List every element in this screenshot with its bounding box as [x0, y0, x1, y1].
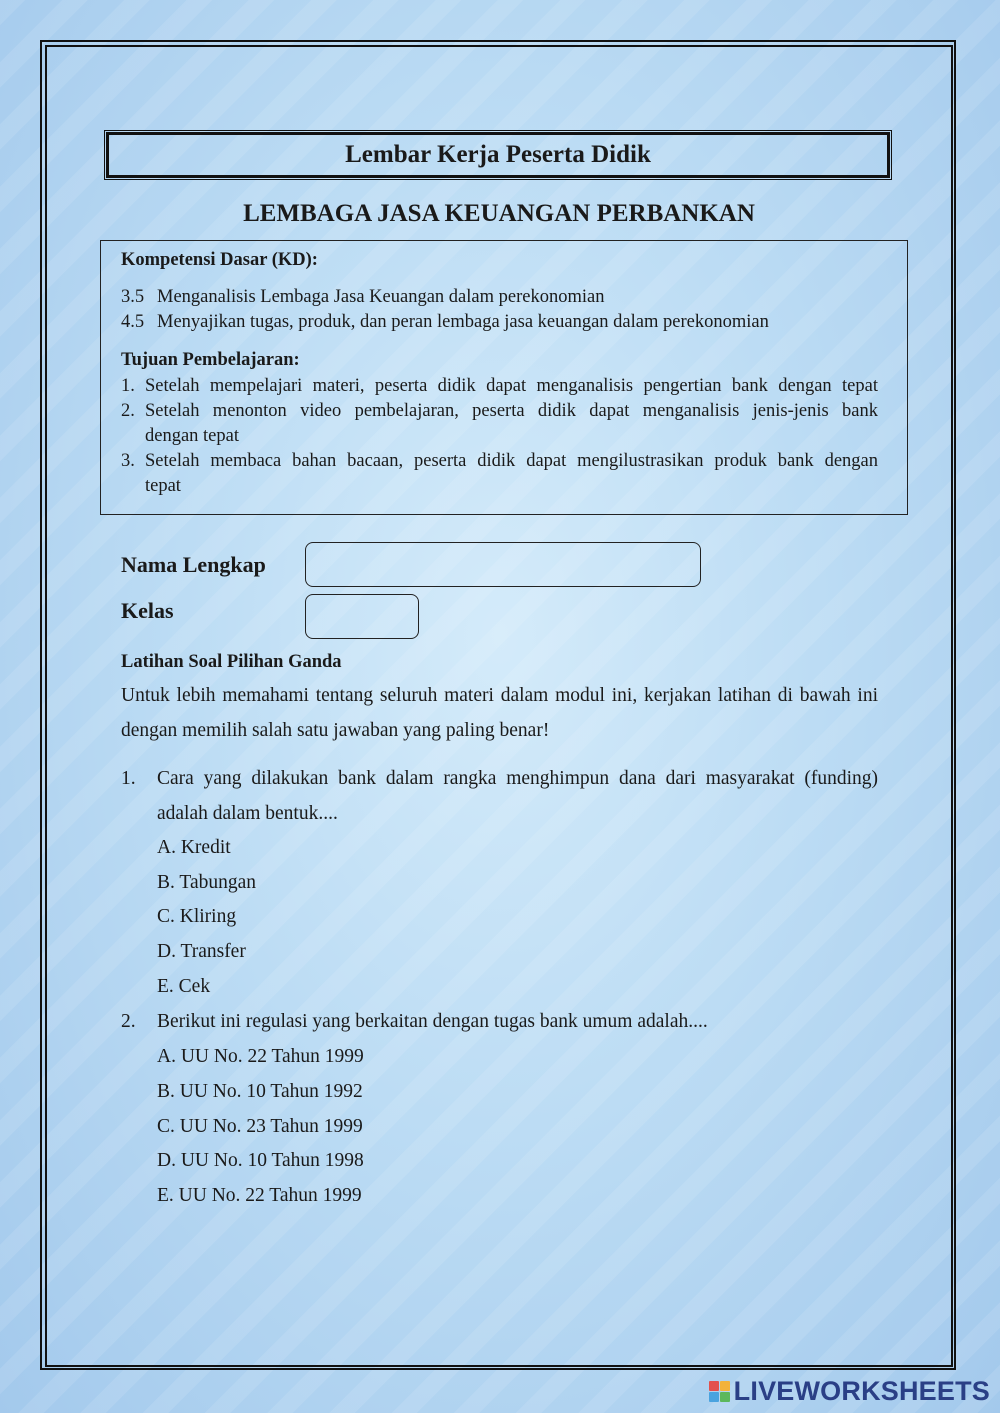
- exercise-intro-cont: dengan memilih salah satu jawaban yang paling benar!: [121, 720, 550, 741]
- kd-item-text: Menyajikan tugas, produk, dan peran lembaga jasa keuangan dalam perekonomian: [157, 312, 769, 332]
- option-d[interactable]: D. Transfer: [157, 941, 246, 962]
- worksheet-header: Lembar Kerja Peserta Didik: [345, 141, 651, 168]
- logo-square: [720, 1392, 730, 1402]
- kd-heading: Kompetensi Dasar (KD):: [121, 250, 318, 270]
- exercise-intro: Untuk lebih memahami tentang seluruh materi dalam modul ini, kerjakan latihan di bawah ini: [121, 685, 878, 706]
- tujuan-item-text: Setelah menonton video pembelajaran, peserta didik dapat menganalisis jenis-jenis bank: [145, 401, 878, 421]
- name-label: Nama Lengkap: [121, 552, 266, 577]
- tujuan-item-num: 3.: [121, 451, 135, 471]
- option-a[interactable]: A. Kredit: [157, 837, 231, 858]
- worksheet-subtitle: LEMBAGA JASA KEUANGAN PERBANKAN: [243, 200, 755, 227]
- logo-square: [709, 1381, 719, 1391]
- tujuan-item-num: 1.: [121, 376, 135, 396]
- option-e[interactable]: E. UU No. 22 Tahun 1999: [157, 1185, 362, 1206]
- tujuan-item-text-cont: dengan tepat: [145, 426, 239, 446]
- kd-item-num: 3.5: [121, 287, 145, 307]
- question-number: 2.: [121, 1011, 136, 1032]
- question-text: Cara yang dilakukan bank dalam rangka menghimpun dana dari masyarakat (funding): [157, 768, 878, 789]
- liveworksheets-logo-icon: [709, 1381, 730, 1402]
- tujuan-item-text: Setelah mempelajari materi, peserta didik dapat menganalisis pengertian bank dengan tepat: [145, 376, 878, 396]
- tujuan-item-text: Setelah membaca bahan bacaan, peserta didik dapat mengilustrasikan produk bank dengan: [145, 451, 878, 471]
- worksheet-header-box: [104, 130, 892, 180]
- tujuan-item-text-cont: tepat: [145, 476, 181, 496]
- option-c[interactable]: C. UU No. 23 Tahun 1999: [157, 1116, 363, 1137]
- logo-text: LIVEWORKSHEETS: [733, 1376, 990, 1406]
- option-b[interactable]: B. UU No. 10 Tahun 1992: [157, 1081, 363, 1102]
- logo-square: [709, 1392, 719, 1402]
- tujuan-heading: Tujuan Pembelajaran:: [121, 350, 300, 370]
- exercise-heading: Latihan Soal Pilihan Ganda: [121, 652, 342, 672]
- question-number: 1.: [121, 768, 136, 789]
- option-c[interactable]: C. Kliring: [157, 906, 237, 927]
- class-label: Kelas: [121, 598, 174, 623]
- question-text: Berikut ini regulasi yang berkaitan dengan tugas bank umum adalah....: [157, 1011, 708, 1032]
- question-text-cont: adalah dalam bentuk....: [157, 803, 338, 824]
- logo-square: [720, 1381, 730, 1391]
- kd-item-text: Menganalisis Lembaga Jasa Keuangan dalam perekonomian: [157, 287, 605, 307]
- kd-item-num: 4.5: [121, 312, 145, 332]
- option-e[interactable]: E. Cek: [157, 976, 211, 997]
- tujuan-item-num: 2.: [121, 401, 135, 421]
- option-a[interactable]: A. UU No. 22 Tahun 1999: [157, 1046, 364, 1067]
- class-input[interactable]: [305, 594, 419, 639]
- liveworksheets-logo: [709, 1376, 990, 1407]
- option-d[interactable]: D. UU No. 10 Tahun 1998: [157, 1150, 364, 1171]
- name-input[interactable]: [305, 542, 701, 587]
- option-b[interactable]: B. Tabungan: [157, 872, 257, 893]
